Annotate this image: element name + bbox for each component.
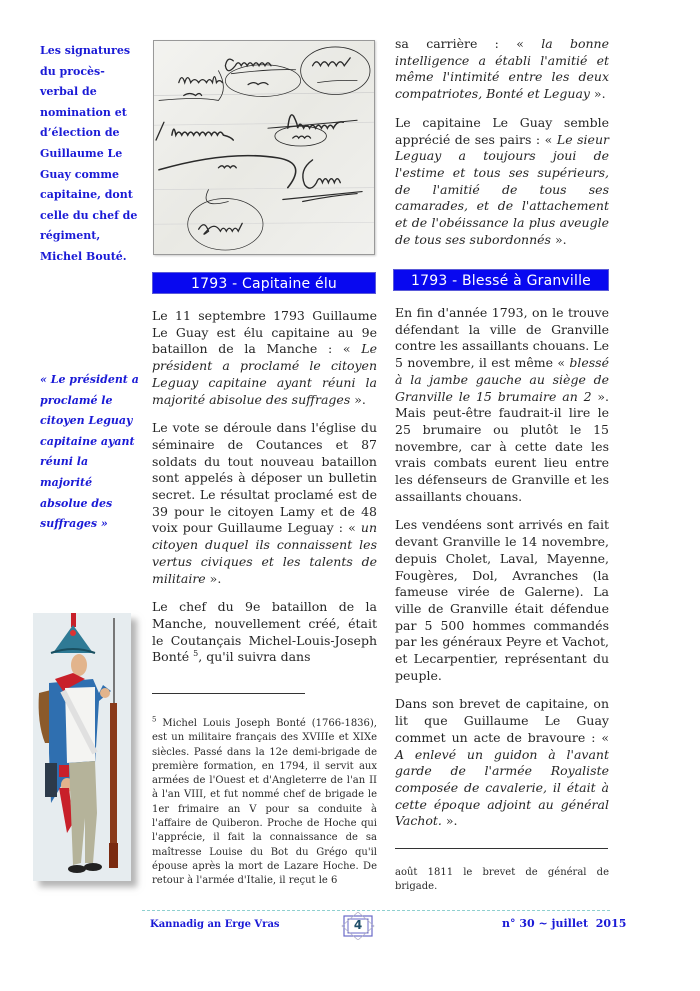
footer-divider	[142, 910, 610, 911]
left-article-column	[152, 308, 377, 678]
section-header-blesse-granville: 1793 - Blessé à Granville	[393, 269, 609, 291]
footnote-bonte: $^5$ Michel Louis Joseph Bonté (1766-1836), est un militaire français des XVIIIe et XIXe siècles. Passé dans la 12e demi-brigade de première formation, en 1794, il servit aux armées de l'Ouest et d'Angleterre de l'an II à l'an VIII, et fut nommé chef de brigade le 1er frimaire an V pour sa conduite à l'affaire de Quiberon. Proche de Hoche qui l'apprécie, il fait la connaissance de sa maîtresse Louise du Bot du Grégo qu'il épouse après la mort de Lazare Hoche. De retour à l'armée d'Italie, il reçut le 6	[152, 715, 377, 887]
paragraph-pairs: Le capitaine Le Guay semble apprécié de ses pairs : « Le sieur Leguay a toujours joui de l'estime et tous ses supérieurs, de l'amitié de tous ses camarades, et de l'attachement et de l'obéissance la plus aveugle de tous ses subordonnés ».	[395, 114, 609, 247]
paragraph-vote: Le vote se déroule dans l'église du séminaire de Coutances et 87 soldats du tout nouveau bataillon sont appelés à déposer un bulletin secret. Le résultat proclamé est de 39 pour le citoyen Lamy et de 48 voix pour Guillaume Leguay : « un citoyen duquel ils connaissent les vertus civiques et les talents de militaire ».	[152, 420, 377, 586]
footnote-continuation: août 1811 le brevet de général de brigade.	[395, 867, 609, 893]
footnote-divider	[395, 848, 608, 849]
right-article-column	[395, 305, 609, 842]
quote-text: la bonne intelligence a établi l'amitié et même l'intimité entre les deux compatriotes, Bonté et Leguay	[395, 36, 610, 102]
page-number-badge	[340, 912, 376, 940]
page-number: 4	[353, 918, 363, 932]
section-header-capitaine-elu: 1793 - Capitaine élu	[152, 272, 376, 294]
paragraph-chef-bataillon: Le chef du 9e bataillon de la Manche, nouvellement créé, était le Coutançais Michel-Louis-Joseph Bonté $^5$, qu'il suivra dans	[152, 599, 377, 665]
issue-info: n° 30 ~ juillet 2015	[502, 917, 627, 930]
quote-text: Le président a proclamé le citoyen Leguay capitaine ayant réuni la majorité abisolue des suffrages	[152, 341, 377, 407]
quote-text: un citoyen duquel ils connaissent les vertus civiques et les talents de militaire	[152, 520, 377, 586]
paragraph-carriere: sa carrière : « la bonne intelligence a établi l'amitié et même l'intimité entre les deux compatriotes, Bonté et Leguay ».	[395, 36, 610, 102]
paragraph-vendeens: Les vendéens sont arrivés en fait devant Granville le 14 novembre, depuis Cholet, Laval, Mayenne, Fougères, Dol, Avranches (la fameuse virée de Galerne). La ville de Granville était défendue par 5 500 hommes commandés par les généraux Peyre et Vachot, et Lecarpentier, représentant du peuple.	[395, 517, 609, 683]
quote-text: blessé à la jambe gauche au siège de Granville le 15 brumaire an 2	[395, 355, 609, 404]
pull-quote: « Le président a proclamé le citoyen Leguay capitaine ayant réuni la majorité absolue des suffrages »	[40, 373, 139, 531]
paragraph-brevet: Dans son brevet de capitaine, on lit que Guillaume Le Guay commet un acte de bravoure : « A enlevé un guidon à l'avant garde de l'armée Royaliste composée de cavalerie, il était à cette époque adjoint au général Vachot. ».	[395, 696, 609, 829]
signatures-caption: Les signatures du procès-verbal de nomination et d’élection de Guillaume Le Guay comme capitaine, dont celle du chef de régiment, Michel Bouté.	[40, 44, 138, 263]
right-article-column-top	[395, 36, 609, 260]
revolutionary-soldier-illustration	[33, 613, 131, 881]
paragraph-election: Le 11 septembre 1793 Guillaume Le Guay est élu capitaine au 9e bataillon de la Manche : « Le président a proclamé le citoyen Leguay capitaine ayant réuni la majorité abisolue des suffrages ».	[152, 308, 377, 407]
footnote-number: 5	[152, 715, 157, 724]
handwritten-signatures-illustration	[154, 41, 374, 254]
footnote-reference[interactable]: 5	[193, 649, 199, 659]
signatures-image	[153, 40, 375, 255]
quote-text: Le sieur Leguay a toujours joui de l'estime et tous ses supérieurs, de l'amitié de tous ses camarades, et de l'attachement et de l'obéissance la plus aveugle de tous ses subordonnés	[395, 131, 609, 247]
paragraph-granville: En fin d'année 1793, on le trouve défendant la ville de Granville contre les assaillants chouans. Le 5 novembre, il est même « blessé à la jambe gauche au siège de Granville le 15 brumaire an 2 ». Mais peut-être faudrait-il lire le 25 brumaire ou plutôt le 15 novembre, car à cette date les vrais combats eurent lieu entre les défenseurs de Granville et les assaillants chouans.	[395, 305, 609, 504]
footnote-divider	[152, 693, 305, 694]
soldier-image	[33, 613, 131, 881]
quote-text: A enlevé un guidon à l'avant garde de l'armée Royaliste composée de cavalerie, il était à cette époque adjoint au général Vachot.	[395, 746, 609, 829]
publication-name: Kannadig an Erge Vras	[150, 919, 280, 930]
